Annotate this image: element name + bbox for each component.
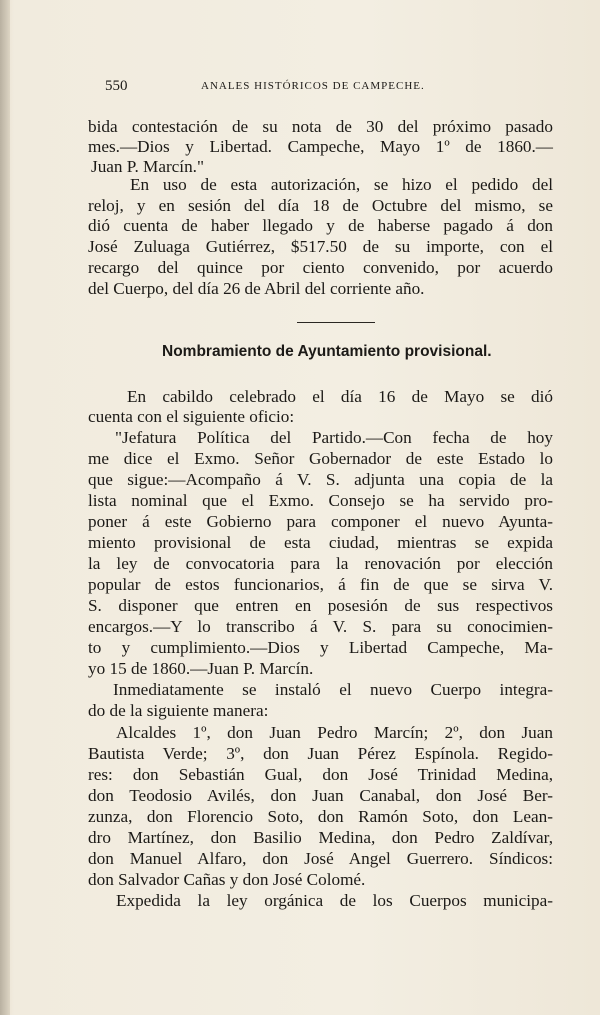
page-number: 550 [105,78,128,94]
text-line: lista nominal que el Exmo. Consejo se ha servido pro- [88,491,553,510]
text-line: don Teodosio Avilés, don Juan Canabal, don José Ber- [88,786,553,805]
text-line: Expedida la ley orgánica de los Cuerpos municipa- [116,891,553,910]
text-line: res: don Sebastián Gual, don José Trinidad Medina, [88,765,553,784]
section-divider [297,322,375,323]
text-line: encargos.—Y lo transcribo á V. S. para su conocimien- [88,617,553,636]
text-line: que sigue:—Acompaño á V. S. adjunta una copia de la [88,470,553,489]
text-line: me dice el Exmo. Señor Gobernador de este Estado lo [88,449,553,468]
text-line: don Manuel Alfaro, don José Angel Guerrero. Síndicos: [88,849,553,868]
text-line: mes.—Dios y Libertad. Campeche, Mayo 1º de 1860.— [88,137,553,156]
text-line: del Cuerpo, del día 26 de Abril del corriente año. [88,279,425,298]
text-line: Juan P. Marcín." [91,157,204,176]
text-line: to y cumplimiento.—Dios y Libertad Campeche, Ma- [88,638,553,657]
text-line: "Jefatura Política del Partido.—Con fecha de hoy [115,428,553,447]
section-heading: Nombramiento de Ayuntamiento provisional. [162,343,492,360]
text-line: la ley de convocatoria para la renovación por elección [88,554,553,573]
text-line: José Zuluaga Gutiérrez, $517.50 de su importe, con el [88,237,553,256]
text-line: En uso de esta autorización, se hizo el pedido del [130,175,553,194]
text-line: Bautista Verde; 3º, don Juan Pérez Espínola. Regido- [88,744,553,763]
text-line: don Salvador Cañas y don José Colomé. [88,870,366,889]
text-line: dió cuenta de haber llegado y de haberse pagado á don [88,216,553,235]
text-line: reloj, y en sesión del día 18 de Octubre del mismo, se [88,196,553,215]
text-line: zunza, don Florencio Soto, don Ramón Soto, don Lean- [88,807,553,826]
text-line: dro Martínez, don Basilio Medina, don Pedro Zaldívar, [88,828,553,847]
running-title: ANALES HISTÓRICOS DE CAMPECHE. [201,80,425,92]
text-line: do de la siguiente manera: [88,701,269,720]
text-line: En cabildo celebrado el día 16 de Mayo se dió [127,387,553,406]
text-line: bida contestación de su nota de 30 del próximo pasado [88,117,553,136]
text-line: S. disponer que entren en posesión de sus respectivos [88,596,553,615]
page-header [88,78,528,98]
text-line: miento provisional de esta ciudad, mientras se expida [88,533,553,552]
text-line: yo 15 de 1860.—Juan P. Marcín. [88,659,314,678]
page-binding-shadow [0,0,10,1015]
text-line: popular de estos funcionarios, á fin de que se sirva V. [88,575,553,594]
text-line: poner á este Gobierno para componer el nuevo Ayunta- [88,512,553,531]
text-line: Inmediatamente se instaló el nuevo Cuerpo integra- [113,680,553,699]
text-line: cuenta con el siguiente oficio: [88,407,295,426]
text-line: Alcaldes 1º, don Juan Pedro Marcín; 2º, don Juan [116,723,553,742]
text-line: recargo del quince por ciento convenido, por acuerdo [88,258,553,277]
